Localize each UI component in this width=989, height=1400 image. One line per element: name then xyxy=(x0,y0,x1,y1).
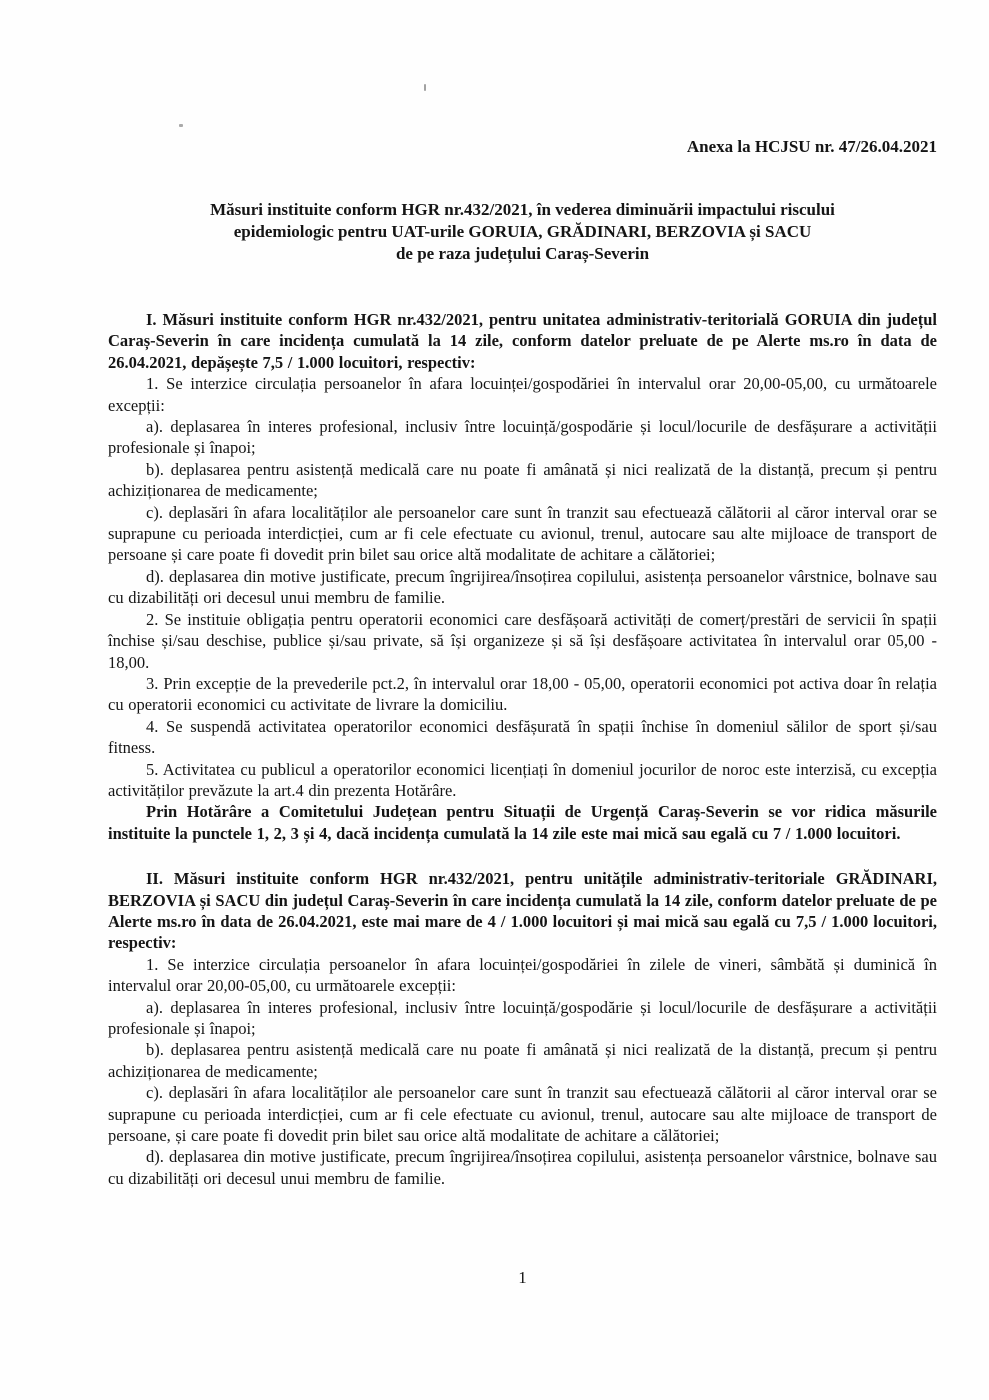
section-1-closing-provision: Prin Hotărâre a Comitetului Județean pentru Situații de Urgență Caraș-Severin se vor ridica măsurile instituite la punctele 1, 2, 3 și 4, dacă incidența cumulată la 14 zile este mai mică sau egală cu 7 / 1.000 locuitori. xyxy=(108,802,937,843)
section-1-point-4: 4. Se suspendă activitatea operatorilor economici desfășurată în spații închise în domeniul sălilor de sport și/sau fitness. xyxy=(108,716,937,758)
section-1-sub-b: b). deplasarea pentru asistență medicală care nu poate fi amânată și nici realizată de la distanță, precum și pentru achiziționarea de medicamente; xyxy=(108,459,937,501)
section-2-heading: II. Măsuri instituite conform HGR nr.432/2021, pentru unitățile administrativ-teritoriale GRĂDINARI, BERZOVIA și SACU din județul Caraș-Severin în care incidența cumulată la 14 zile, conform datelor preluate de pe Alerte ms.ro în data de 26.04.2021, este mai mare de 4 / 1.000 locuitori și mai mică sau egală cu 7,5 / 1.000 locuitori, respectiv: xyxy=(108,869,937,953)
scan-speck xyxy=(424,84,426,91)
section-2-point-1: 1. Se interzice circulația persoanelor în afara locuinței/gospodăriei în zilele de vineri, sâmbătă și duminică în intervalul orar 20,00-05,00, cu următoarele excepții: xyxy=(108,954,937,996)
annex-reference: Anexa la HCJSU nr. 47/26.04.2021 xyxy=(686,137,937,156)
document-title-line-2: epidemiologic pentru UAT-urile GORUIA, GRĂDINARI, BERZOVIA și SACU xyxy=(233,222,812,241)
section-2-sub-b: b). deplasarea pentru asistență medicală care nu poate fi amânată și nici realizată de la distanță, precum și pentru achiziționarea de medicamente; xyxy=(108,1040,937,1081)
section-1-point-1: 1. Se interzice circulația persoanelor în afara locuinței/gospodăriei în intervalul orar 20,00-05,00, cu următoarele excepții: xyxy=(108,374,937,415)
document-title-line-3: de pe raza județului Caraș-Severin xyxy=(395,244,650,263)
section-2-sub-a: a). deplasarea în interes profesional, inclusiv între locuință/gospodărie și locul/locurile de desfășurare a activității profesionale și înapoi; xyxy=(108,997,937,1038)
scan-speck xyxy=(179,124,183,127)
section-1-point-3: 3. Prin excepție de la prevederile pct.2, în intervalul orar 18,00 - 05,00, operatorii economici pot activa doar în relația cu operatorii economici cu activitate de livrare la domiciliu. xyxy=(108,673,937,715)
document-title-line-1: Măsuri instituite conform HGR nr.432/2021, în vederea diminuării impactului riscului xyxy=(210,200,835,219)
document-title xyxy=(108,199,937,265)
section-1-point-5: 5. Activitatea cu publicul a operatorilor economici licențiați în domeniul jocurilor de noroc este interzisă, cu excepția activităților prevăzute la art.4 din prezenta Hotărâre. xyxy=(108,759,937,800)
section-2 xyxy=(108,868,937,1189)
document-body xyxy=(108,309,937,1189)
section-1-sub-a: a). deplasarea în interes profesional, inclusiv între locuință/gospodărie și locul/locurile de desfășurare a activității profesionale și înapoi; xyxy=(108,417,937,458)
section-1-sub-c: c). deplasări în afara localităților ale persoanelor care sunt în tranzit sau efectuează călătorii al căror interval orar se suprapune cu perioada interdicției, cum ar fi cele efectuate cu avionul, trenul, autocare sau alte mijloace de transport de persoane și care poate fi dovedit prin bilet sau orice altă modalitate de achitare a călătoriei; xyxy=(108,502,937,565)
section-2-sub-d: d). deplasarea din motive justificate, precum îngrijirea/însoțirea copilului, asistența persoanelor vârstnice, bolnave sau cu dizabilități ori decesul unui membru de familie. xyxy=(108,1147,937,1188)
section-1 xyxy=(108,309,937,844)
section-2-sub-c: c). deplasări în afara localităților ale persoanelor care sunt în tranzit sau efectuează călătorii al căror interval orar se suprapune cu perioada interdicției, cum ar fi cele efectuate cu avionul, trenul, autocare sau alte mijloace de transport de persoane, și care poate fi dovedit prin bilet sau orice altă modalitate de achitare a călătoriei; xyxy=(108,1083,937,1146)
section-1-sub-d: d). deplasarea din motive justificate, precum îngrijirea/însoțirea copilului, asistența persoanelor vârstnice, bolnave sau cu dizabilități ori decesul unui membru de familie. xyxy=(108,566,937,608)
section-1-point-2: 2. Se instituie obligația pentru operatorii economici care desfășoară activități de comerț/prestări de servicii în spații închise și/sau deschise, publice și/sau private, să își organizeze și să își desfășoare activitatea în intervalul orar 05,00 - 18,00. xyxy=(108,609,937,672)
page-number: 1 xyxy=(518,1268,527,1287)
section-1-heading: I. Măsuri instituite conform HGR nr.432/2021, pentru unitatea administrativ-teritorială GORUIA din județul Caraș-Severin în care incidența cumulată la 14 zile, conform datelor preluate de pe Alerte ms.ro în data de 26.04.2021, depășește 7,5 / 1.000 locuitori, respectiv: xyxy=(108,310,937,372)
